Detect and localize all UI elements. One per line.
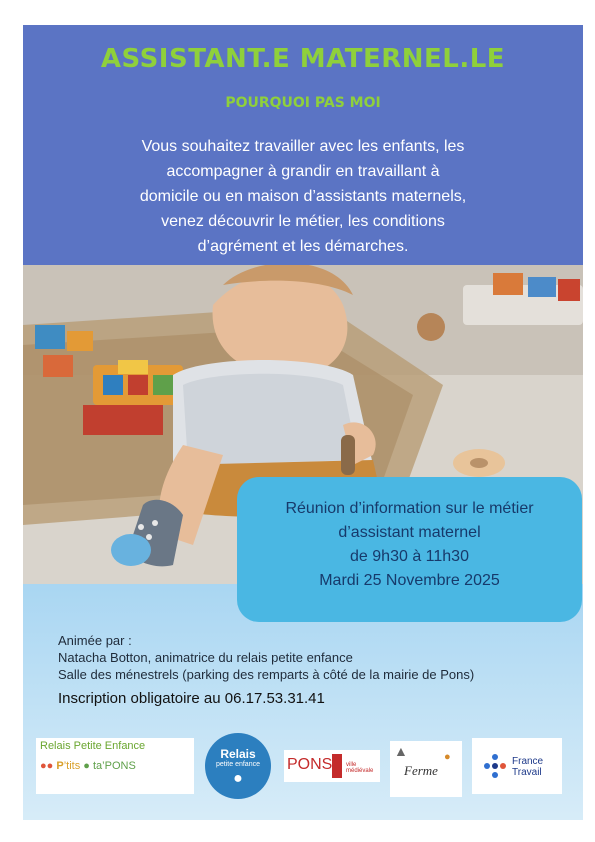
rpe-tits: ’tits [63,760,81,772]
relais-top: Relais [220,747,256,761]
hosted-by-label: Animée par : [58,633,132,648]
intro-text [23,134,583,259]
event-line-date: Mardi 25 Novembre 2025 [319,572,500,589]
footprint-icon: ●● [40,760,54,772]
event-line-subject: d’assistant maternel [338,524,481,541]
venue: Salle des ménestrels (parking des remparts à côté de la mairie de Pons) [58,667,475,682]
france-travail-logo [472,738,562,794]
registration-info: Inscription obligatoire au 06.17.53.31.41 [58,690,325,707]
france-travail-icon [482,753,508,779]
event-line-title: Réunion d’information sur le métier [285,500,534,517]
event-details [58,632,474,707]
pons-city-logo [284,750,380,782]
intro-line: venez découvrir le métier, les conditions [161,213,445,230]
rpe-p: P [56,760,64,772]
ferme-logo [390,741,462,797]
relais-petite-enfance-logo [203,731,273,801]
pons-emblem-icon [332,754,342,778]
ferme-text: Ferme [404,763,438,778]
animal-icon: ● [444,751,451,763]
footprint-icon: ● [83,760,90,772]
rpe-line1: Relais Petite Enfance [40,740,146,752]
page-subtitle: POURQUOI PAS MOI [225,95,381,111]
rpe-pa: ta’PONS [92,760,136,772]
pons-small: ville médiévale [346,762,374,774]
event-info-box [237,477,582,622]
intro-line: accompagner à grandir en travaillant à [166,163,440,180]
page-title: ASSISTANT.E MATERNEL.LE [100,44,506,74]
intro-line: Vous souhaitez travailler avec les enfants, les [141,138,465,155]
intro-line: d’agrément et les démarches. [197,238,409,255]
rpe-line2 [40,760,190,772]
host-name: Natacha Botton, animatrice du relais petite enfance [58,650,353,665]
cat-icon: ▲ [394,745,408,760]
relais-sub: petite enfance [216,761,260,768]
relais-ptits-pa-pons-logo [36,738,194,794]
pons-text: PONS [287,756,333,773]
event-line-time: de 9h30 à 11h30 [350,548,469,565]
family-icon: ● [233,770,243,787]
france-travail-line2: Travail [512,767,542,778]
france-travail-line1: France [512,756,544,767]
intro-line: domicile ou en maison d’assistants maternels, [139,188,467,205]
